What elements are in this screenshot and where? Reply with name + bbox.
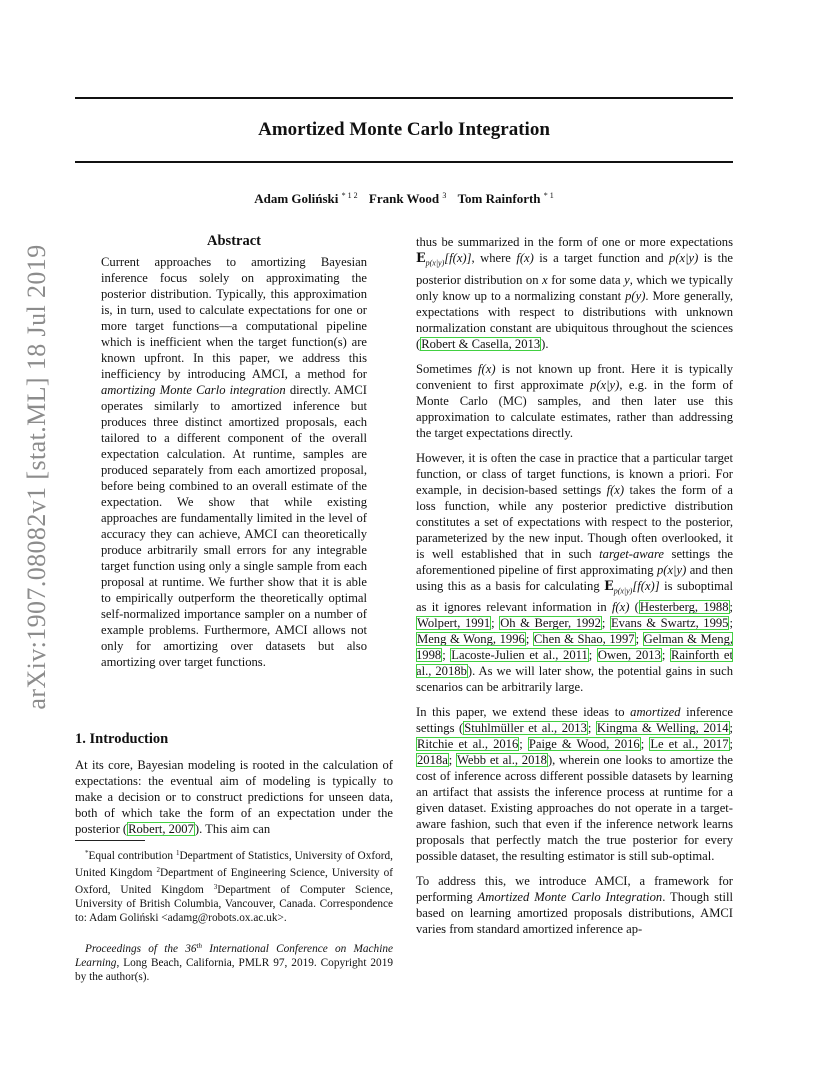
math-symbol: p(y) — [625, 288, 646, 303]
footnote-mark: th — [196, 942, 203, 950]
body-emphasis: Amortized Monte Carlo Integration — [477, 890, 663, 905]
body-text: , e.g. in the form of Monte Carlo (MC) samples, and then later use this approximation to calculate estimates, rather than addressing the target expectations directly. — [416, 377, 733, 440]
body-text: and then using this as a basis for calculating — [416, 562, 733, 593]
citation-link[interactable]: Hesterberg, 1988 — [639, 600, 729, 615]
arxiv-stamp-text: arXiv:1907.08082v1 [stat.ML] 18 Jul 2019 — [22, 244, 51, 710]
body-text: ), wherein one looks to amortize the cost of inference across different possible datasets by learning an artifact that assists the inference process at runtime for a given dataset. Existing approaches do not operate in a target-aware fashion, such that even if the inference network learns proposals that perfectly match the true posterior for every possible dataset, the resulting estimator is still sub-optimal. — [416, 753, 733, 864]
abstract-text-part: directly. AMCI operates similarly to amortized inference but produces three distinct amortized proposals, each tailored to a different component of the overall expectation calculation. At runtime, samples are produced separately from each amortized proposal, before being combined to an overall estimate of the expectation. We show that while existing approaches are fundamentally limited in the level of accuracy they can achieve, AMCI can theoretically produce arbitrarily small errors for any integrable target function using only a single sample from each proposal at runtime. We further show that it is able to empirically outperform the theoretically optimal self-normalized importance sampler on a number of example problems. Furthermore, AMCI allows not only for amortizing over datasets but also amortizing over target functions. — [101, 383, 367, 669]
body-text: . Though still based on learning amortized proposals distributions, AMCI varies from standard amortized inference ap- — [416, 890, 733, 937]
math-symbol: f(x) — [611, 600, 630, 615]
citation-link[interactable]: Meng & Wong, 1996 — [417, 632, 525, 647]
body-text: However, it is often the case in practice that a particular target function, or class of target functions, is known a priori. For example, in decision-based settings — [416, 450, 733, 497]
body-paragraph — [416, 234, 733, 352]
author-affiliation: * 1 — [543, 191, 554, 200]
body-text: thus be summarized in the form of one or more expectations — [416, 235, 733, 249]
citation-link[interactable]: Le et al., 2017 — [650, 737, 729, 752]
author-name: Frank Wood — [368, 191, 440, 206]
intro-paragraph — [75, 757, 393, 837]
body-paragraph — [416, 361, 733, 441]
math-symbol: p(x|y) — [613, 586, 633, 596]
left-column — [75, 233, 393, 983]
math-expectation — [416, 250, 472, 268]
math-symbol: p(x|y) — [669, 251, 699, 265]
proceedings-footnote — [75, 939, 393, 984]
footnote-mark: 1 — [175, 849, 180, 857]
footnote-text: , Long Beach, California, PMLR 97, 2019. Copyright 2019 by the author(s). — [75, 957, 393, 983]
body-text: , which we typically only know up to a normalizing constant — [416, 272, 733, 303]
citation-link[interactable]: Rainforth et al., 2018b — [416, 648, 733, 679]
body-text: ). As we will later show, the potential gains in such scenarios can be arbitrarily large. — [416, 664, 733, 695]
body-text: , where — [471, 251, 517, 265]
author-list — [75, 191, 733, 207]
math-symbol: f(x) — [478, 361, 496, 376]
body-emphasis: amortized — [630, 705, 681, 720]
abstract-heading: Abstract — [207, 233, 261, 249]
footnote-text: Department of Statistics, University of Oxford, United Kingdom — [75, 850, 393, 879]
abstract-text — [101, 254, 367, 670]
author — [254, 191, 357, 206]
math-symbol: [f(x)] — [632, 578, 660, 593]
citation-link[interactable]: Owen, 2013 — [597, 648, 661, 663]
math-symbol: x — [542, 272, 548, 287]
footnote-text: Proceedings of the 36 — [85, 943, 197, 955]
author-name: Adam Goliński — [254, 191, 339, 206]
body-text: settings the aforementioned pipeline of first approximating — [416, 546, 733, 577]
math-expectation — [604, 577, 660, 596]
body-text: ). — [541, 336, 549, 351]
author-affiliation: * 1 2 — [341, 191, 358, 200]
citation-link[interactable]: Webb et al., 2018 — [457, 753, 547, 768]
body-text: Sometimes — [416, 361, 479, 376]
footnote-text: International Conference on Machine Learning — [75, 943, 393, 969]
body-emphasis: target-aware — [599, 546, 664, 561]
footnote-rule — [75, 840, 145, 841]
body-text: inference settings ( — [416, 705, 733, 736]
body-text: is the posterior distribution on — [416, 251, 733, 287]
section-heading-introduction: 1. Introduction — [75, 731, 169, 747]
math-symbol: f(x) — [606, 482, 625, 497]
math-symbol: p(x|y) — [590, 377, 620, 392]
footnote-mark: 2 — [156, 866, 160, 874]
title-rule-top — [75, 97, 733, 99]
math-symbol: y — [624, 272, 630, 287]
citation-link[interactable]: Evans & Swartz, 1995 — [610, 616, 729, 631]
author-affiliation: 3 — [442, 191, 447, 200]
footnote-text: Department of Engineering Science, University of Oxford, United Kingdom — [75, 867, 393, 896]
math-symbol: [f(x)] — [444, 251, 472, 265]
citation-link[interactable]: Ritchie et al., 2016 — [417, 737, 519, 752]
citation-link[interactable]: Robert, 2007 — [128, 822, 194, 836]
math-symbol: f(x) — [516, 251, 534, 265]
author-name: Tom Rainforth — [457, 191, 541, 206]
citation-link[interactable]: Paige & Wood, 2016 — [528, 737, 640, 752]
citation-link[interactable]: Stuhlmüller et al., 2013 — [464, 721, 587, 736]
footnote-mark: * — [85, 849, 89, 857]
paper-title: Amortized Monte Carlo Integration — [258, 119, 550, 140]
intro-text: At its core, Bayesian modeling is rooted in the calculation of expectations: the eventual aim of modeling is typically to make a decision or to construct predictions for unseen data, both of which take the form of an expectation under the posterior ( — [75, 758, 393, 836]
author — [458, 191, 554, 206]
footnote-text: Department of Computer Science, University of British Columbia, Vancouver, Canada. Correspondence to: Adam Goliński <adamg@robots.ox.ac.uk>. — [75, 884, 393, 924]
body-paragraph: However, it is often the case in practice that a particular target function, or class of target functions, is known a priori. For example, in decision-based settings f(x) takes the form of a loss function, while any posterior predictive distribution constitutes a set of expectations with respect to the posterior, parameterized by the new input. Though often overlooked, it is well established that in such target-aware settings the aforementioned pipeline of first approximating p(x|y) and then using this as a basis for calculating $E_{p(x|y)}[f(x)]$ is suboptimal as it ignores relevant information in f(x) (Hesterberg, 1988; Wolpert, 1991; Oh & Berger, 1992; Evans & Swartz, 1995; Meng & Wong, 1996; Chen & Shao, 1997; Gelman & Meng, 1998; Lacoste-Julien et al., 2011; Owen, 2013; Rainforth et al., 2018b). As we will later show, the potential gains in such scenarios can be arbitrarily large. — [416, 450, 734, 695]
body-text: is suboptimal as it ignores relevant information in — [416, 578, 733, 615]
arxiv-stamp — [22, 244, 52, 710]
body-text: ( — [629, 600, 639, 615]
body-text: . More generally, expectations with respect to distributions with unknown normalization constant are ubiquitous throughout the sciences ( — [416, 288, 733, 351]
footnote-mark: 3 — [213, 883, 218, 891]
body-text: for some data — [547, 272, 625, 287]
abstract-emphasis: amortizing Monte Carlo integration — [101, 383, 286, 397]
footnote-text: Equal contribution — [88, 850, 176, 862]
citation-link[interactable]: Oh & Berger, 1992 — [500, 616, 601, 631]
math-symbol: E — [604, 577, 614, 593]
abstract-text-part: Current approaches to amortizing Bayesian inference focus solely on approximating the posterior distribution. Typically, this approximation is, in turn, used to calculate expectations for one or more target functions—a computational pipeline which is inefficient when the target function(s) are known upfront. In this paper, we address this inefficiency by introducing AMCI, a method for — [101, 255, 367, 381]
math-symbol: p(x|y) — [425, 258, 445, 268]
right-column — [416, 234, 733, 946]
footnotes — [75, 840, 393, 984]
citation-link[interactable]: Wolpert, 1991 — [417, 616, 491, 631]
body-text: To address this, we introduce AMCI, a framework for performing — [416, 874, 733, 905]
math-symbol: p(x|y) — [656, 562, 687, 577]
citation-link[interactable]: Chen & Shao, 1997 — [533, 632, 635, 647]
citation-link[interactable]: Gelman & Meng, 1998 — [416, 632, 734, 663]
body-text: In this paper, we extend these ideas to — [416, 705, 631, 720]
math-symbol: E — [416, 250, 426, 265]
body-text: is not known up front. Here it is typically convenient to first approximate — [416, 361, 734, 392]
citation-link[interactable]: Lacoste-Julien et al., 2011 — [451, 648, 588, 663]
body-text: is a target function and — [533, 251, 670, 265]
author — [369, 191, 446, 206]
citation-link[interactable]: Robert & Casella, 2013 — [421, 336, 541, 351]
body-paragraph — [416, 873, 733, 937]
body-text: takes the form of a loss function, while any posterior predictive distribution constitutes a set of expectations with respect to the posterior, parameterized by the new input. Though often overlooked, it is well established that in such — [416, 482, 733, 561]
title-rule-bottom — [75, 161, 733, 163]
citation-link[interactable]: Kingma & Welling, 2014 — [596, 721, 729, 736]
intro-text: ). This aim can — [194, 822, 271, 836]
citation-link[interactable]: 2018a — [417, 753, 448, 768]
affiliation-footnote — [75, 846, 393, 925]
body-paragraph: In this paper, we extend these ideas to amortized inference settings (Stuhlmüller et al., 2013; Kingma & Welling, 2014; Ritchie et al., 2016; Paige & Wood, 2016; Le et al., 2017; 2018a; Webb et al., 2018), wherein one looks to amortize the cost of inference across different possible datasets by learning an artifact that assists the inference process at runtime for a given dataset. Existing approaches do not operate in a target-aware fashion, such that even if the inference network learns proposals that perfectly match the true posterior for every possible dataset, the resulting estimator is still sub-optimal. — [416, 705, 734, 864]
